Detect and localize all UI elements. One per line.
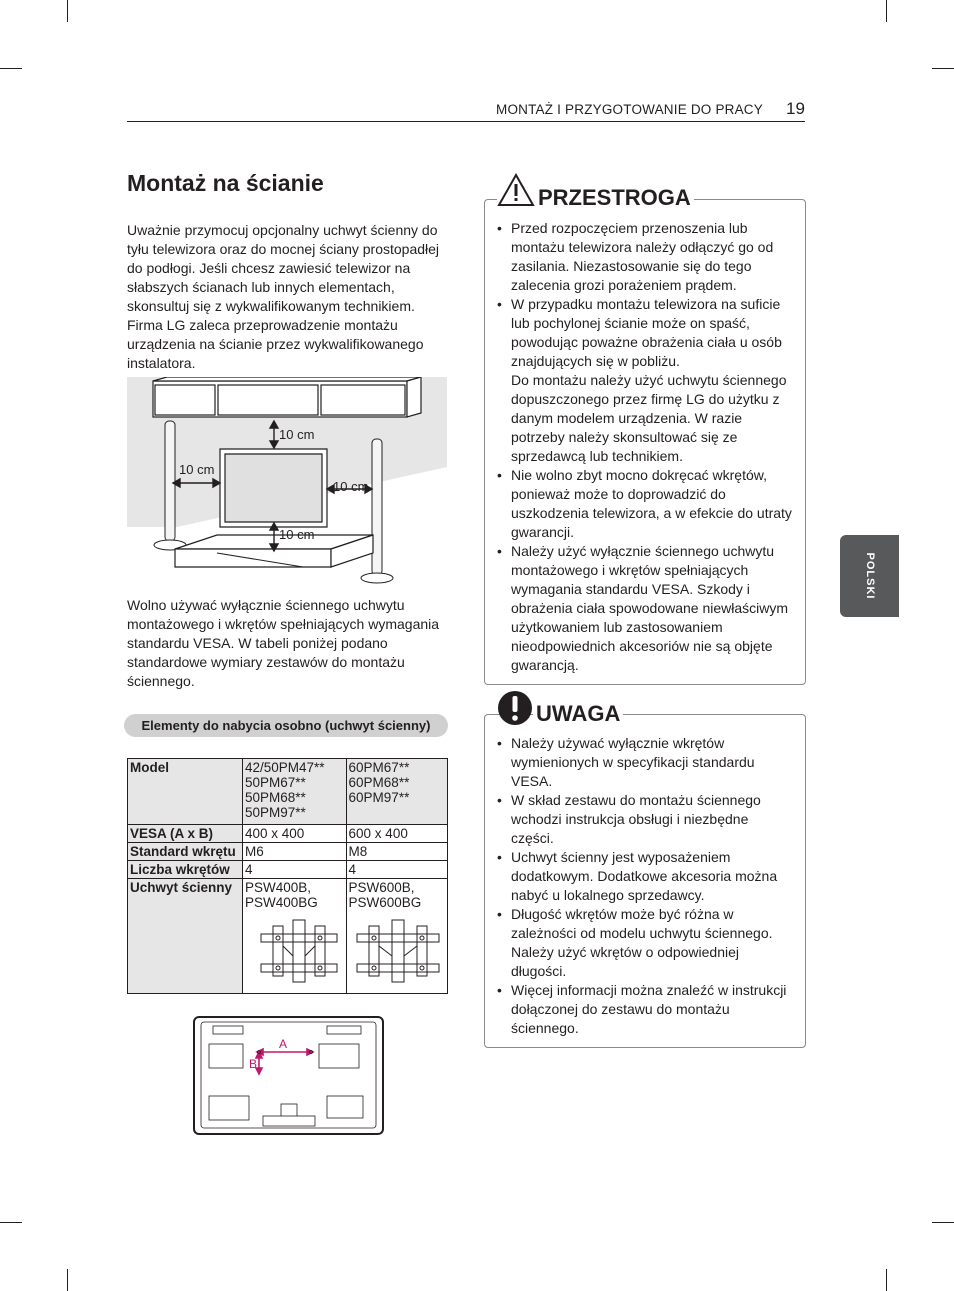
table-row — [128, 759, 448, 825]
running-header: MONTAŻ I PRZYGOTOWANIE DO PRACY — [496, 102, 763, 117]
crop-mark — [932, 68, 954, 69]
model-name: 50PM68** — [245, 790, 306, 805]
bracket-name: PSW600BG — [348, 895, 422, 910]
bracket-name: PSW400B, — [245, 880, 312, 895]
exclamation-icon — [497, 690, 533, 726]
bracket-illustration — [259, 916, 339, 986]
crop-mark — [67, 1269, 68, 1291]
caution-list — [485, 219, 795, 675]
model-name: 60PM68** — [348, 775, 410, 790]
warning-triangle-icon — [497, 173, 535, 207]
row-label: Standard wkrętu — [128, 843, 243, 861]
vesa-paragraph: Wolno używać wyłącznie ściennego uchwytu montażowego i wkrętów spełniających wymagania standardu VESA. W tabeli poniżej podano standardowe wymiary zestawów do montażu ściennego. — [127, 597, 440, 689]
crop-mark — [0, 68, 22, 69]
table-cell — [243, 879, 347, 994]
language-tab — [840, 535, 899, 617]
table-cell: 4 — [346, 861, 447, 879]
list-item: • Uchwyt ścienny jest wyposażeniem dodatkowym. Dodatkowe akcesoria można nabyć u lokalnego sprzedawcy. — [485, 848, 795, 905]
caution-title: PRZESTROGA — [535, 185, 694, 211]
clearance-label-right: 10 cm — [333, 479, 369, 494]
model-name: 60PM97** — [348, 790, 410, 805]
clearance-label-bottom: 10 cm — [279, 527, 315, 542]
wall-mount-illustration — [127, 377, 447, 589]
intro-paragraph: Uważnie przymocuj opcjonalny uchwyt ścienny do tyłu telewizora oraz do mocnej ściany prostopadłej do podłogi. Jeśli chcesz zawiesić telewizor na słabszych ścianach lub innych elementach, skonsultuj się z wykwalifikowanym technikiem. Firma LG zaleca przeprowadzenie montażu urządzenia na ścianie przez wykwalifikowanego instalatora. — [127, 222, 440, 371]
bracket-name: PSW400BG — [245, 895, 318, 910]
model-name: 50PM97** — [245, 805, 306, 820]
note-title: UWAGA — [533, 701, 623, 727]
table-cell: M6 — [243, 843, 347, 861]
crop-mark — [0, 1222, 22, 1223]
note-list — [485, 734, 795, 1038]
caution-text-extra: Do montażu należy użyć uchwytu ściennego dopuszczonego przez firmę LG do użytku z danym modelem urządzenia. W razie potrzeby należy skonsultować się ze sprzedawcą lub technikiem. — [511, 372, 787, 464]
table-cell: 400 x 400 — [243, 825, 347, 843]
list-item: • Długość wkrętów może być różna w zależności od modelu uchwytu ściennego. Należy użyć wkrętów o odpowiedniej długości. — [485, 905, 795, 981]
list-item: • Należy użyć wyłącznie ściennego uchwytu montażowego i wkrętów spełniających wymagania standardu VESA. Szkody i obrażenia ciała spowodowane niewłaściwym użytkowaniem lub zastosowaniem nieodpowiednich akcesoriów nie są objęte gwarancją. — [485, 542, 795, 675]
crop-mark — [886, 1269, 887, 1291]
list-item: • Przed rozpoczęciem przenoszenia lub montażu telewizora należy odłączyć go od zasilania. Niezastosowanie się do tego zalecenia grozi porażeniem prądem. — [485, 219, 795, 295]
note-box — [484, 714, 806, 1048]
bracket-illustration — [355, 916, 441, 986]
tv-back-vesa-diagram — [193, 1016, 384, 1135]
row-label: Uchwyt ścienny — [128, 879, 243, 994]
list-item: • Nie wolno zbyt mocno dokręcać wkrętów, ponieważ może to doprowadzić do uszkodzenia telewizora, a w efekcie do utraty gwarancji. — [485, 466, 795, 542]
crop-mark — [932, 1222, 954, 1223]
model-name: 50PM67** — [245, 775, 306, 790]
page-number: 19 — [786, 99, 805, 118]
wall-mount-spec-table — [127, 758, 448, 994]
section-label: Elementy do nabycia osobno (uchwyt ścienny) — [124, 714, 448, 737]
table-row — [128, 879, 448, 994]
caution-text: W przypadku montażu telewizora na suficie lub pochylonej ścianie może on spaść, powodując poważne obrażenia ciała u osób znajdujących się w pobliżu. — [511, 296, 782, 369]
row-label: VESA (A x B) — [128, 825, 243, 843]
list-item: • Należy używać wyłącznie wkrętów wymienionych w specyfikacji standardu VESA. — [485, 734, 795, 791]
crop-mark — [886, 0, 887, 22]
language-tab-label: POLSKI — [863, 552, 876, 600]
table-cell: 4 — [243, 861, 347, 879]
list-item — [485, 295, 795, 466]
bracket-name: PSW600B, — [348, 880, 415, 895]
list-item: • Więcej informacji można znaleźć w instrukcji dołączonej do zestawu do montażu ściennego. — [485, 981, 795, 1038]
table-cell: 600 x 400 — [346, 825, 447, 843]
caution-box — [484, 199, 806, 685]
clearance-label-left: 10 cm — [179, 462, 215, 477]
table-cell — [346, 879, 447, 994]
page-title: Montaż na ścianie — [127, 170, 324, 196]
table-cell — [243, 759, 347, 825]
vesa-dimension-b: B — [249, 1057, 258, 1071]
table-row — [128, 843, 448, 861]
header-rule — [127, 121, 805, 122]
table-cell: M8 — [346, 843, 447, 861]
row-label: Liczba wkrętów — [128, 861, 243, 879]
row-label: Model — [128, 759, 243, 825]
table-row — [128, 825, 448, 843]
list-item: • W skład zestawu do montażu ściennego wchodzi instrukcja obsługi i niezbędne części. — [485, 791, 795, 848]
model-name: 42/50PM47** — [245, 760, 325, 775]
table-row — [128, 861, 448, 879]
crop-mark — [67, 0, 68, 22]
model-name: 60PM67** — [348, 760, 410, 775]
table-cell — [346, 759, 447, 825]
vesa-dimension-a: A — [279, 1037, 288, 1051]
clearance-label-top: 10 cm — [279, 427, 315, 442]
